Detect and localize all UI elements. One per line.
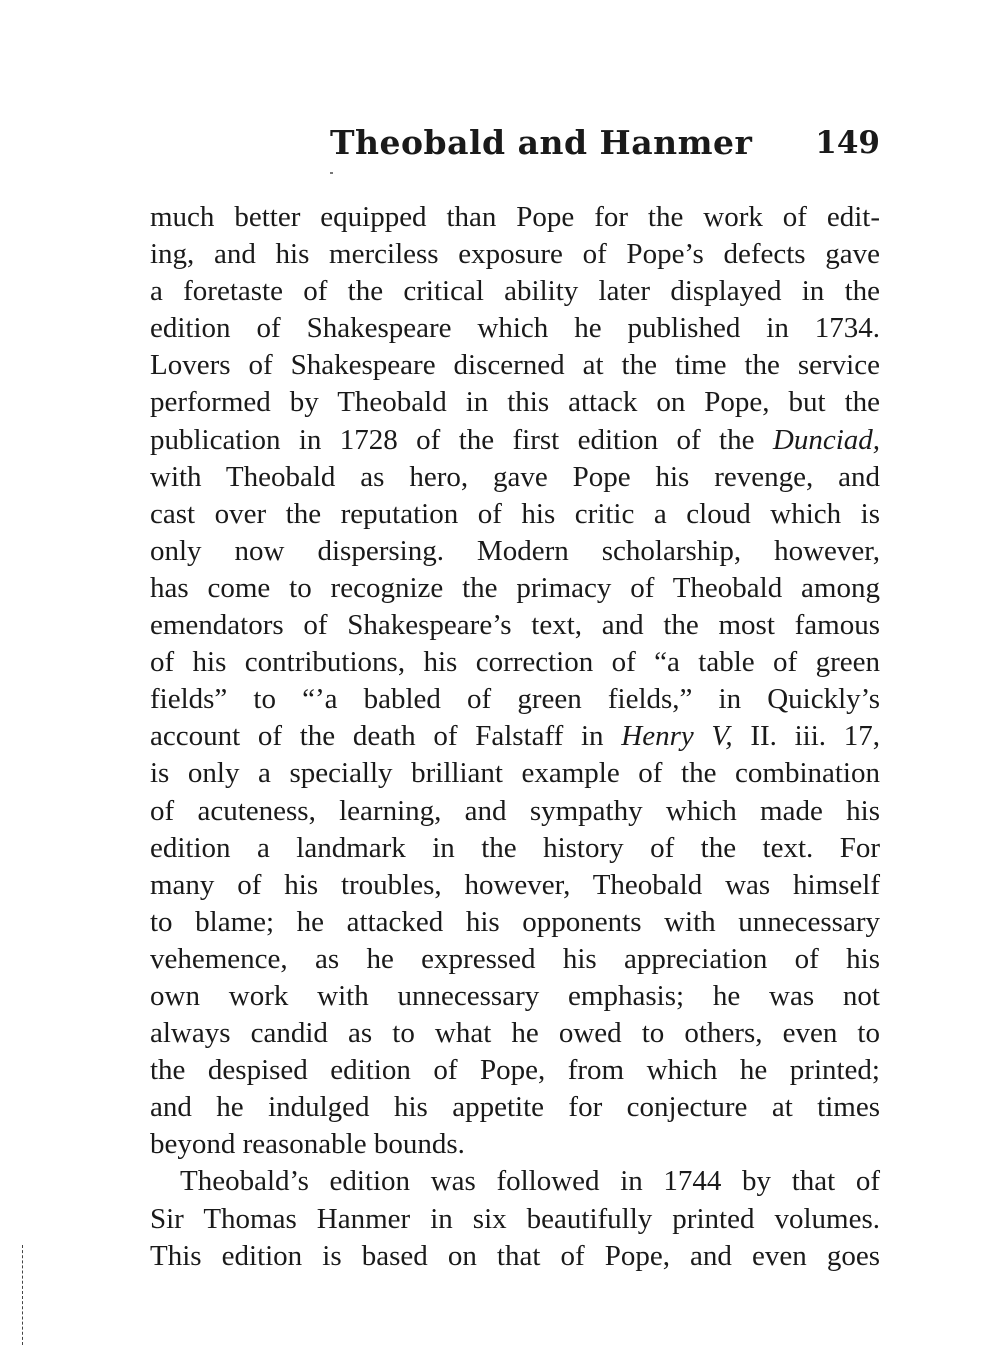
text-line: This edition is based on that of Pope, and even goes bbox=[150, 1239, 880, 1272]
text-line: a foretaste of the critical ability later displayed in the bbox=[150, 275, 880, 308]
italic-title: Henry V, bbox=[621, 720, 733, 753]
text-line: Lovers of Shakespeare discerned at the time the service bbox=[150, 349, 880, 382]
text-segment: publication in 1728 of the first edition of the bbox=[150, 423, 773, 456]
print-speck bbox=[330, 172, 333, 174]
text-line: to blame; he attacked his opponents with unnecessary bbox=[150, 905, 880, 938]
text-line: many of his troubles, however, Theobald was himself bbox=[150, 868, 880, 901]
text-line: much better equipped than Pope for the work of edit- bbox=[150, 201, 880, 233]
text-line bbox=[150, 422, 880, 459]
body-text bbox=[150, 199, 880, 1275]
margin-rule bbox=[22, 1245, 25, 1345]
running-head: Theobald and Hanmer bbox=[330, 123, 753, 162]
text-line: edition a landmark in the history of the text. For bbox=[150, 831, 880, 864]
text-line: edition of Shakespeare which he published in 1734. bbox=[150, 312, 880, 345]
text-line: and he indulged his appetite for conjecture at times bbox=[150, 1091, 880, 1124]
text-line bbox=[150, 718, 880, 755]
text-line: emendators of Shakespeare’s text, and the most famous bbox=[150, 609, 880, 642]
text-line: cast over the reputation of his critic a cloud which is bbox=[150, 497, 880, 530]
text-line: ing, and his merciless exposure of Pope’s defects gave bbox=[150, 238, 880, 271]
text-line: with Theobald as hero, gave Pope his revenge, and bbox=[150, 460, 880, 493]
text-line: own work with unnecessary emphasis; he was not bbox=[150, 979, 880, 1012]
text-line: is only a specially brilliant example of the combination bbox=[150, 757, 880, 790]
page-header bbox=[150, 118, 880, 168]
text-line: Theobald’s edition was followed in 1744 by that of bbox=[180, 1165, 880, 1198]
text-line: only now dispersing. Modern scholarship, however, bbox=[150, 534, 880, 567]
text-line: Sir Thomas Hanmer in six beautifully printed volumes. bbox=[150, 1202, 880, 1235]
text-line: beyond reasonable bounds. bbox=[150, 1128, 465, 1161]
text-line: performed by Theobald in this attack on Pope, but the bbox=[150, 386, 880, 419]
text-segment: account of the death of Falstaff in bbox=[150, 720, 622, 753]
italic-title: Dunciad, bbox=[772, 423, 880, 456]
text-line: of his contributions, his correction of “a table of green bbox=[150, 646, 880, 679]
text-line: fields” to “’a babled of green fields,” in Quickly’s bbox=[150, 683, 880, 716]
text-line: vehemence, as he expressed his appreciation of his bbox=[150, 942, 880, 975]
text-line: of acuteness, learning, and sympathy which made his bbox=[150, 794, 880, 827]
text-line: always candid as to what he owed to others, even to bbox=[150, 1017, 880, 1050]
text-segment: II. iii. 17, bbox=[732, 720, 880, 753]
text-line: the despised edition of Pope, from which he printed; bbox=[150, 1054, 880, 1087]
page-number: 149 bbox=[815, 125, 880, 161]
text-line: has come to recognize the primacy of Theobald among bbox=[150, 571, 880, 604]
